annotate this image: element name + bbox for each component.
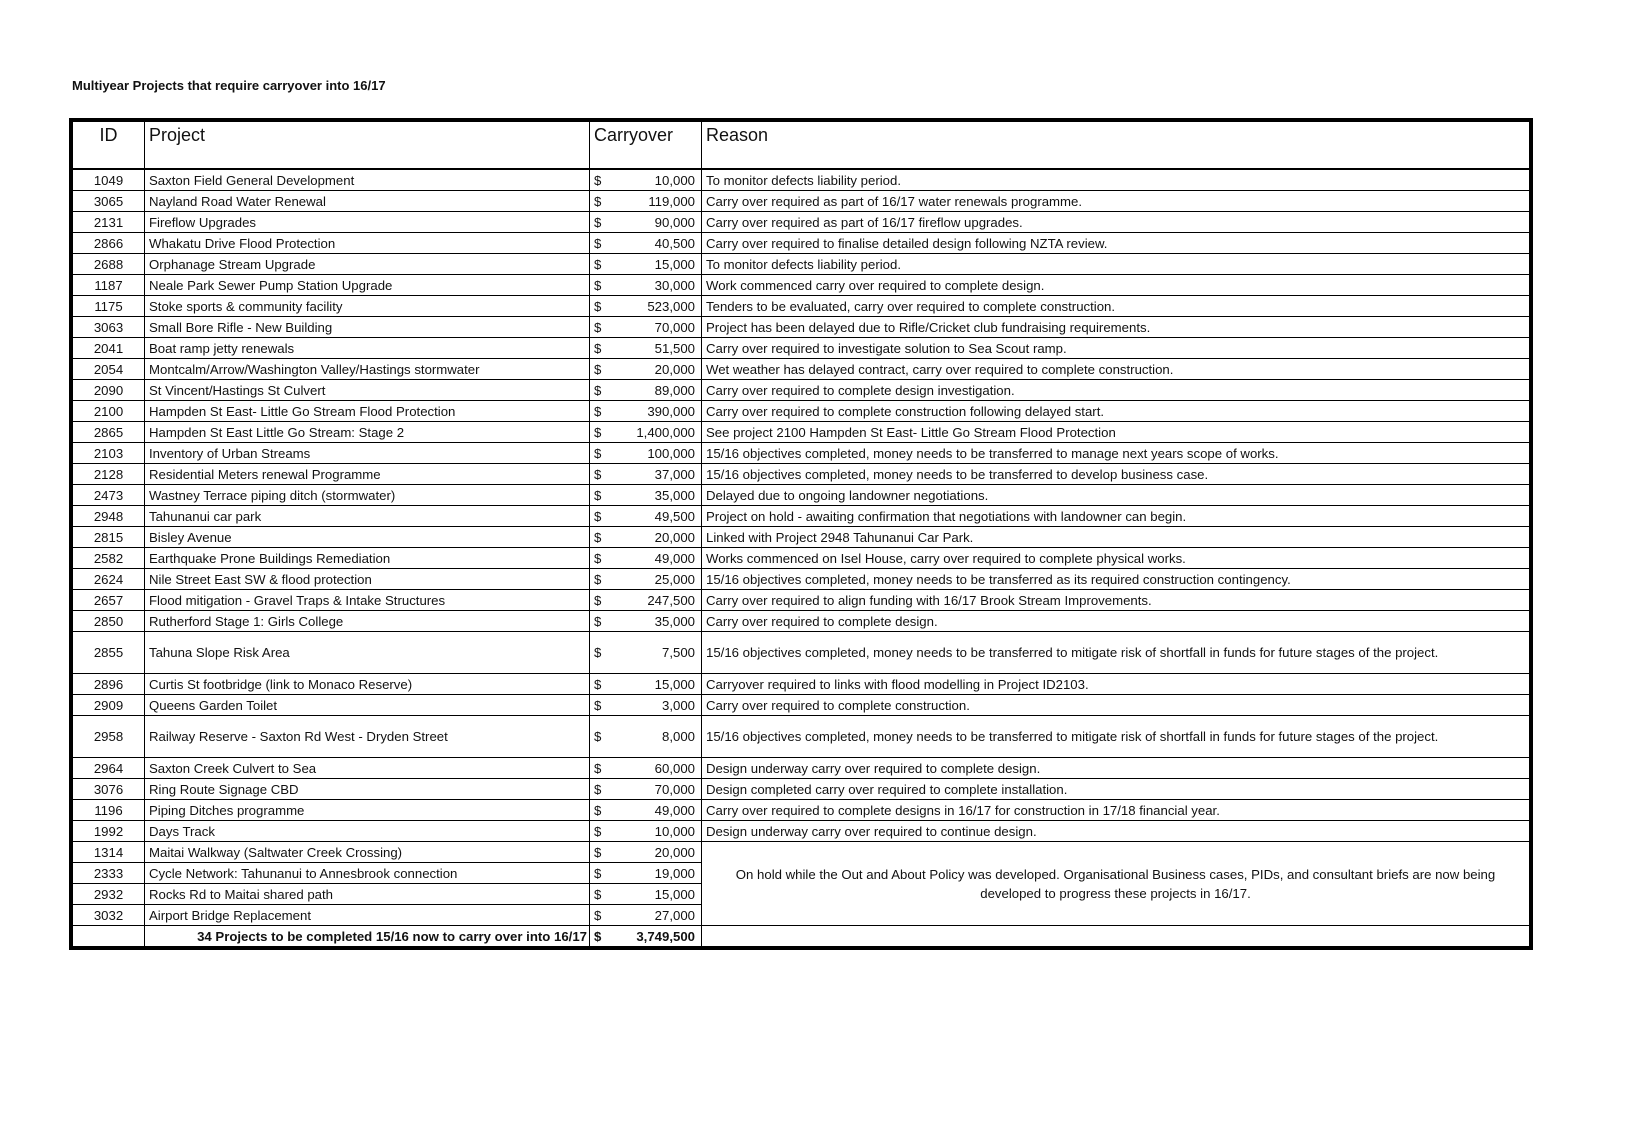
project-name: Cycle Network: Tahunanui to Annesbrook connection bbox=[145, 863, 590, 884]
currency-symbol: $ bbox=[590, 422, 608, 443]
table-row bbox=[73, 422, 1530, 443]
table-row bbox=[73, 443, 1530, 464]
project-id: 2054 bbox=[73, 359, 145, 380]
project-name: Rutherford Stage 1: Girls College bbox=[145, 611, 590, 632]
project-id: 2688 bbox=[73, 254, 145, 275]
total-currency: $ bbox=[590, 926, 608, 947]
currency-symbol: $ bbox=[590, 821, 608, 842]
merged-reason-text: On hold while the Out and About Policy was developed. Organisational Business cases, PIDs, and consultant briefs are now being developed to progress these projects in 16/17. bbox=[702, 842, 1530, 926]
project-id: 2090 bbox=[73, 380, 145, 401]
carryover-amount: 20,000 bbox=[608, 842, 702, 863]
project-id: 2103 bbox=[73, 443, 145, 464]
table-header-row bbox=[73, 122, 1530, 170]
reason-text: Design underway carry over required to complete design. bbox=[702, 758, 1530, 779]
carryover-amount: 70,000 bbox=[608, 779, 702, 800]
project-name: Hampden St East Little Go Stream: Stage 2 bbox=[145, 422, 590, 443]
project-name: Maitai Walkway (Saltwater Creek Crossing) bbox=[145, 842, 590, 863]
reason-text: Carry over required to investigate solution to Sea Scout ramp. bbox=[702, 338, 1530, 359]
table-row bbox=[73, 169, 1530, 191]
table-row bbox=[73, 233, 1530, 254]
project-name: Earthquake Prone Buildings Remediation bbox=[145, 548, 590, 569]
project-id: 3065 bbox=[73, 191, 145, 212]
reason-text: 15/16 objectives completed, money needs to be transferred to mitigate risk of shortfall in funds for future stages of the project. bbox=[702, 632, 1530, 674]
total-reason-blank bbox=[702, 926, 1530, 947]
carryover-amount: 247,500 bbox=[608, 590, 702, 611]
table-row bbox=[73, 569, 1530, 590]
currency-symbol: $ bbox=[590, 548, 608, 569]
reason-text: 15/16 objectives completed, money needs to be transferred to manage next years scope of works. bbox=[702, 443, 1530, 464]
project-name: Nayland Road Water Renewal bbox=[145, 191, 590, 212]
reason-text: 15/16 objectives completed, money needs to be transferred to develop business case. bbox=[702, 464, 1530, 485]
currency-symbol: $ bbox=[590, 842, 608, 863]
currency-symbol: $ bbox=[590, 758, 608, 779]
header-carryover: Carryover bbox=[590, 122, 702, 170]
project-name: Boat ramp jetty renewals bbox=[145, 338, 590, 359]
reason-text: Carry over required to complete design. bbox=[702, 611, 1530, 632]
table-row bbox=[73, 779, 1530, 800]
currency-symbol: $ bbox=[590, 275, 608, 296]
project-id: 2964 bbox=[73, 758, 145, 779]
carryover-amount: 49,000 bbox=[608, 800, 702, 821]
table-body bbox=[73, 169, 1530, 947]
currency-symbol: $ bbox=[590, 632, 608, 674]
project-name: Stoke sports & community facility bbox=[145, 296, 590, 317]
project-id: 2100 bbox=[73, 401, 145, 422]
carryover-amount: 523,000 bbox=[608, 296, 702, 317]
table-row bbox=[73, 611, 1530, 632]
reason-text: Project has been delayed due to Rifle/Cricket club fundraising requirements. bbox=[702, 317, 1530, 338]
project-id: 2958 bbox=[73, 716, 145, 758]
reason-text: Carry over required to align funding with 16/17 Brook Stream Improvements. bbox=[702, 590, 1530, 611]
project-name: Orphanage Stream Upgrade bbox=[145, 254, 590, 275]
project-name: Railway Reserve - Saxton Rd West - Dryden Street bbox=[145, 716, 590, 758]
currency-symbol: $ bbox=[590, 569, 608, 590]
carryover-amount: 20,000 bbox=[608, 359, 702, 380]
carryover-amount: 20,000 bbox=[608, 527, 702, 548]
carryover-amount: 25,000 bbox=[608, 569, 702, 590]
currency-symbol: $ bbox=[590, 590, 608, 611]
project-name: Nile Street East SW & flood protection bbox=[145, 569, 590, 590]
reason-text: Carry over required to complete construction. bbox=[702, 695, 1530, 716]
carryover-amount: 90,000 bbox=[608, 212, 702, 233]
table-row bbox=[73, 212, 1530, 233]
project-id: 2582 bbox=[73, 548, 145, 569]
carryover-amount: 100,000 bbox=[608, 443, 702, 464]
project-id: 2473 bbox=[73, 485, 145, 506]
project-name: Bisley Avenue bbox=[145, 527, 590, 548]
currency-symbol: $ bbox=[590, 380, 608, 401]
project-name: Saxton Creek Culvert to Sea bbox=[145, 758, 590, 779]
table-row bbox=[73, 485, 1530, 506]
table-row bbox=[73, 191, 1530, 212]
reason-text: To monitor defects liability period. bbox=[702, 169, 1530, 191]
project-name: Flood mitigation - Gravel Traps & Intake Structures bbox=[145, 590, 590, 611]
currency-symbol: $ bbox=[590, 506, 608, 527]
table-row bbox=[73, 359, 1530, 380]
total-row bbox=[73, 926, 1530, 947]
carryover-amount: 49,000 bbox=[608, 548, 702, 569]
project-id: 2865 bbox=[73, 422, 145, 443]
carryover-amount: 37,000 bbox=[608, 464, 702, 485]
table-row bbox=[73, 380, 1530, 401]
project-id: 2657 bbox=[73, 590, 145, 611]
reason-text: Delayed due to ongoing landowner negotiations. bbox=[702, 485, 1530, 506]
currency-symbol: $ bbox=[590, 695, 608, 716]
reason-text: Linked with Project 2948 Tahunanui Car Park. bbox=[702, 527, 1530, 548]
carryover-amount: 7,500 bbox=[608, 632, 702, 674]
project-name: Queens Garden Toilet bbox=[145, 695, 590, 716]
table-row bbox=[73, 821, 1530, 842]
carryover-amount: 51,500 bbox=[608, 338, 702, 359]
project-id: 2909 bbox=[73, 695, 145, 716]
project-id: 1049 bbox=[73, 169, 145, 191]
project-id: 2333 bbox=[73, 863, 145, 884]
project-name: Inventory of Urban Streams bbox=[145, 443, 590, 464]
currency-symbol: $ bbox=[590, 359, 608, 380]
project-name: Wastney Terrace piping ditch (stormwater) bbox=[145, 485, 590, 506]
reason-text: Carry over required as part of 16/17 water renewals programme. bbox=[702, 191, 1530, 212]
project-id: 3032 bbox=[73, 905, 145, 926]
reason-text: To monitor defects liability period. bbox=[702, 254, 1530, 275]
table-row bbox=[73, 758, 1530, 779]
table-row bbox=[73, 506, 1530, 527]
carryover-amount: 19,000 bbox=[608, 863, 702, 884]
carryover-amount: 89,000 bbox=[608, 380, 702, 401]
table-row bbox=[73, 548, 1530, 569]
reason-text: Carry over required to complete construction following delayed start. bbox=[702, 401, 1530, 422]
table-row bbox=[73, 338, 1530, 359]
project-id: 2948 bbox=[73, 506, 145, 527]
currency-symbol: $ bbox=[590, 338, 608, 359]
currency-symbol: $ bbox=[590, 611, 608, 632]
project-name: Montcalm/Arrow/Washington Valley/Hastings stormwater bbox=[145, 359, 590, 380]
total-label: 34 Projects to be completed 15/16 now to carry over into 16/17 bbox=[145, 926, 590, 947]
reason-text: Carry over required as part of 16/17 fireflow upgrades. bbox=[702, 212, 1530, 233]
project-name: Days Track bbox=[145, 821, 590, 842]
reason-text: Carryover required to links with flood modelling in Project ID2103. bbox=[702, 674, 1530, 695]
project-id: 1314 bbox=[73, 842, 145, 863]
table-row bbox=[73, 800, 1530, 821]
project-id: 2855 bbox=[73, 632, 145, 674]
reason-text: Carry over required to complete designs in 16/17 for construction in 17/18 financial year. bbox=[702, 800, 1530, 821]
project-id: 1175 bbox=[73, 296, 145, 317]
total-id-blank bbox=[73, 926, 145, 947]
currency-symbol: $ bbox=[590, 716, 608, 758]
carryover-amount: 8,000 bbox=[608, 716, 702, 758]
project-id: 2850 bbox=[73, 611, 145, 632]
header-project: Project bbox=[145, 122, 590, 170]
currency-symbol: $ bbox=[590, 674, 608, 695]
header-id: ID bbox=[73, 122, 145, 170]
project-name: Fireflow Upgrades bbox=[145, 212, 590, 233]
reason-text: 15/16 objectives completed, money needs to be transferred as its required construction contingency. bbox=[702, 569, 1530, 590]
header-reason: Reason bbox=[702, 122, 1530, 170]
table-row bbox=[73, 590, 1530, 611]
table-row bbox=[73, 842, 1530, 863]
currency-symbol: $ bbox=[590, 317, 608, 338]
project-name: Small Bore Rifle - New Building bbox=[145, 317, 590, 338]
currency-symbol: $ bbox=[590, 169, 608, 191]
project-name: Saxton Field General Development bbox=[145, 169, 590, 191]
currency-symbol: $ bbox=[590, 905, 608, 926]
currency-symbol: $ bbox=[590, 884, 608, 905]
table-row bbox=[73, 254, 1530, 275]
table-row bbox=[73, 695, 1530, 716]
currency-symbol: $ bbox=[590, 233, 608, 254]
carryover-amount: 40,500 bbox=[608, 233, 702, 254]
project-id: 2896 bbox=[73, 674, 145, 695]
project-id: 2815 bbox=[73, 527, 145, 548]
project-name: Residential Meters renewal Programme bbox=[145, 464, 590, 485]
project-name: Whakatu Drive Flood Protection bbox=[145, 233, 590, 254]
table-row bbox=[73, 464, 1530, 485]
project-name: Tahuna Slope Risk Area bbox=[145, 632, 590, 674]
currency-symbol: $ bbox=[590, 191, 608, 212]
project-id: 1196 bbox=[73, 800, 145, 821]
carryover-amount: 35,000 bbox=[608, 485, 702, 506]
reason-text: Project on hold - awaiting confirmation that negotiations with landowner can begin. bbox=[702, 506, 1530, 527]
reason-text: Tenders to be evaluated, carry over required to complete construction. bbox=[702, 296, 1530, 317]
currency-symbol: $ bbox=[590, 779, 608, 800]
currency-symbol: $ bbox=[590, 212, 608, 233]
carryover-amount: 15,000 bbox=[608, 674, 702, 695]
reason-text: Carry over required to finalise detailed design following NZTA review. bbox=[702, 233, 1530, 254]
currency-symbol: $ bbox=[590, 401, 608, 422]
project-name: Rocks Rd to Maitai shared path bbox=[145, 884, 590, 905]
currency-symbol: $ bbox=[590, 464, 608, 485]
reason-text: Works commenced on Isel House, carry over required to complete physical works. bbox=[702, 548, 1530, 569]
carryover-amount: 35,000 bbox=[608, 611, 702, 632]
reason-text: Design completed carry over required to complete installation. bbox=[702, 779, 1530, 800]
project-id: 2041 bbox=[73, 338, 145, 359]
currency-symbol: $ bbox=[590, 527, 608, 548]
currency-symbol: $ bbox=[590, 863, 608, 884]
reason-text: Wet weather has delayed contract, carry over required to complete construction. bbox=[702, 359, 1530, 380]
project-name: Neale Park Sewer Pump Station Upgrade bbox=[145, 275, 590, 296]
reason-text: Design underway carry over required to continue design. bbox=[702, 821, 1530, 842]
table-row bbox=[73, 296, 1530, 317]
currency-symbol: $ bbox=[590, 443, 608, 464]
carryover-table bbox=[69, 118, 1533, 950]
table-row bbox=[73, 716, 1530, 758]
project-id: 3076 bbox=[73, 779, 145, 800]
currency-symbol: $ bbox=[590, 296, 608, 317]
project-id: 1187 bbox=[73, 275, 145, 296]
project-id: 1992 bbox=[73, 821, 145, 842]
currency-symbol: $ bbox=[590, 800, 608, 821]
carryover-amount: 119,000 bbox=[608, 191, 702, 212]
project-name: St Vincent/Hastings St Culvert bbox=[145, 380, 590, 401]
carryover-amount: 70,000 bbox=[608, 317, 702, 338]
carryover-amount: 27,000 bbox=[608, 905, 702, 926]
carryover-amount: 15,000 bbox=[608, 254, 702, 275]
carryover-amount: 15,000 bbox=[608, 884, 702, 905]
table-row bbox=[73, 401, 1530, 422]
carryover-amount: 10,000 bbox=[608, 821, 702, 842]
carryover-amount: 390,000 bbox=[608, 401, 702, 422]
project-name: Tahunanui car park bbox=[145, 506, 590, 527]
table-row bbox=[73, 275, 1530, 296]
project-id: 2932 bbox=[73, 884, 145, 905]
total-amount: 3,749,500 bbox=[608, 926, 702, 947]
table-row bbox=[73, 317, 1530, 338]
project-name: Airport Bridge Replacement bbox=[145, 905, 590, 926]
document-title: Multiyear Projects that require carryover into 16/17 bbox=[72, 78, 386, 93]
carryover-amount: 49,500 bbox=[608, 506, 702, 527]
table-row bbox=[73, 632, 1530, 674]
carryover-amount: 3,000 bbox=[608, 695, 702, 716]
carryover-amount: 60,000 bbox=[608, 758, 702, 779]
project-name: Piping Ditches programme bbox=[145, 800, 590, 821]
currency-symbol: $ bbox=[590, 485, 608, 506]
project-id: 2624 bbox=[73, 569, 145, 590]
project-name: Ring Route Signage CBD bbox=[145, 779, 590, 800]
project-id: 3063 bbox=[73, 317, 145, 338]
table-row bbox=[73, 527, 1530, 548]
reason-text: Work commenced carry over required to complete design. bbox=[702, 275, 1530, 296]
reason-text: Carry over required to complete design investigation. bbox=[702, 380, 1530, 401]
project-id: 2866 bbox=[73, 233, 145, 254]
carryover-amount: 1,400,000 bbox=[608, 422, 702, 443]
carryover-amount: 30,000 bbox=[608, 275, 702, 296]
project-id: 2128 bbox=[73, 464, 145, 485]
project-id: 2131 bbox=[73, 212, 145, 233]
table-row bbox=[73, 674, 1530, 695]
project-name: Curtis St footbridge (link to Monaco Reserve) bbox=[145, 674, 590, 695]
carryover-amount: 10,000 bbox=[608, 169, 702, 191]
reason-text: 15/16 objectives completed, money needs to be transferred to mitigate risk of shortfall in funds for future stages of the project. bbox=[702, 716, 1530, 758]
currency-symbol: $ bbox=[590, 254, 608, 275]
reason-text: See project 2100 Hampden St East- Little Go Stream Flood Protection bbox=[702, 422, 1530, 443]
project-name: Hampden St East- Little Go Stream Flood Protection bbox=[145, 401, 590, 422]
